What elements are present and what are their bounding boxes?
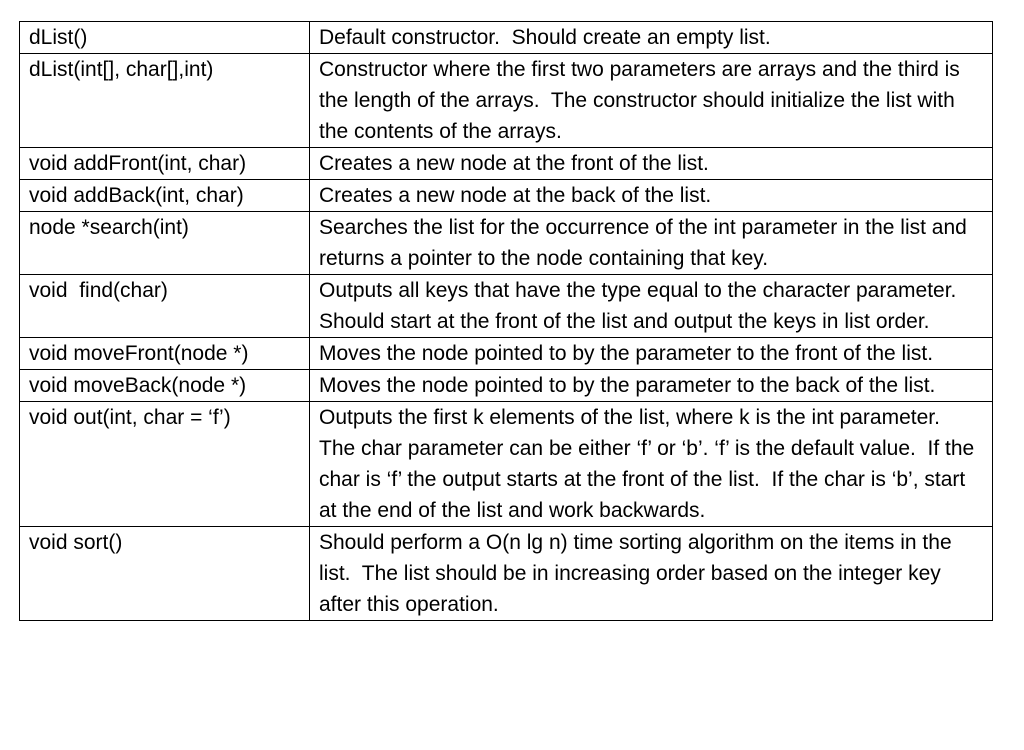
method-description: Default constructor. Should create an empty list.: [310, 22, 993, 54]
table-row: [20, 338, 993, 370]
method-signature: void out(int, char = ‘f’): [20, 402, 310, 527]
method-description: Outputs all keys that have the type equal to the character parameter. Should start at the front of the list and output the keys in list order.: [310, 275, 993, 338]
table-row: [20, 54, 993, 148]
table-row: [20, 22, 993, 54]
method-signature: void addFront(int, char): [20, 148, 310, 180]
method-description: Constructor where the first two parameters are arrays and the third is the length of the arrays. The constructor should initialize the list with the contents of the arrays.: [310, 54, 993, 148]
method-signature: dList(): [20, 22, 310, 54]
method-signature: void find(char): [20, 275, 310, 338]
table-row: [20, 370, 993, 402]
method-signature: void moveFront(node *): [20, 338, 310, 370]
table-row: [20, 212, 993, 275]
method-table: [19, 21, 993, 621]
table-row: [20, 275, 993, 338]
method-signature: node *search(int): [20, 212, 310, 275]
table-row: [20, 402, 993, 527]
method-signature: void sort(): [20, 527, 310, 621]
method-signature: dList(int[], char[],int): [20, 54, 310, 148]
method-signature: void addBack(int, char): [20, 180, 310, 212]
method-description: Creates a new node at the front of the list.: [310, 148, 993, 180]
table-row: [20, 527, 993, 621]
method-signature: void moveBack(node *): [20, 370, 310, 402]
method-description: Moves the node pointed to by the parameter to the front of the list.: [310, 338, 993, 370]
method-description: Searches the list for the occurrence of the int parameter in the list and returns a pointer to the node containing that key.: [310, 212, 993, 275]
method-description: Moves the node pointed to by the parameter to the back of the list.: [310, 370, 993, 402]
table-row: [20, 180, 993, 212]
method-description: Creates a new node at the back of the list.: [310, 180, 993, 212]
method-description: Should perform a O(n lg n) time sorting algorithm on the items in the list. The list should be in increasing order based on the integer key after this operation.: [310, 527, 993, 621]
method-description: Outputs the first k elements of the list, where k is the int parameter. The char parameter can be either ‘f’ or ‘b’. ‘f’ is the default value. If the char is ‘f’ the output starts at the front of the list. If the char is ‘b’, start at the end of the list and work backwards.: [310, 402, 993, 527]
table-row: [20, 148, 993, 180]
